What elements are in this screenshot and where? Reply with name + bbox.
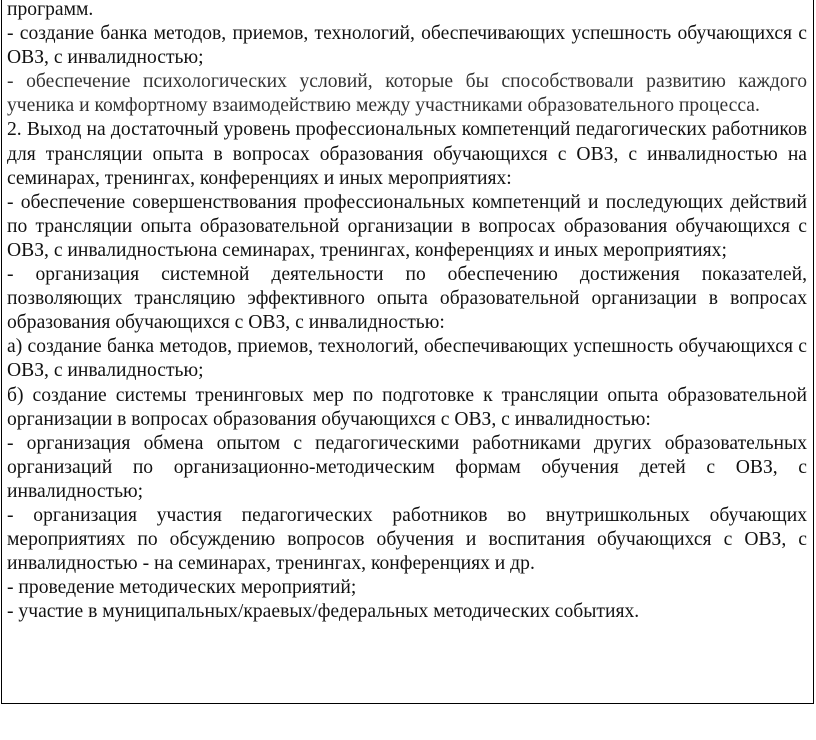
paragraph-methods-bank: - создание банка методов, приемов, технологий, обеспечивающих успешность обучающихся с ОВЗ, с инвалидностью; xyxy=(7,23,807,69)
paragraph-participation-events: - участие в муниципальных/краевых/федеральных методических событиях. xyxy=(7,601,640,623)
paragraph-system-activity: - организация системной деятельности по обеспечению достижения показателей, позволяющих трансляцию эффективного опыта образовательной организации в вопросах образования обучающихся с ОВЗ, с инвалидностью: xyxy=(7,264,807,334)
paragraph-subitem-b: б) создание системы тренинговых мер по подготовке к трансляции опыта образовательной организации в вопросах образования обучающихся с ОВЗ, с инвалидностью: xyxy=(7,384,807,430)
paragraph-item-2: 2. Выход на достаточный уровень профессиональных компетенций педагогических работников для трансляции опыта в вопросах образования обучающихся с ОВЗ, с инвалидностью на семинарах, тренингах, конференциях и иных мероприятиях: xyxy=(7,119,807,189)
paragraph-subitem-a: а) создание банка методов, приемов, технологий, обеспечивающих успешность обучающихся с ОВЗ, с инвалидностью; xyxy=(7,336,807,382)
paragraph-methodical-events: - проведение методических мероприятий; xyxy=(7,577,357,599)
paragraph-experience-exchange: - организация обмена опытом с педагогическими работниками других образовательных организаций по организационно-методическим формам обучения детей с ОВЗ, с инвалидностью; xyxy=(7,432,807,502)
document-text xyxy=(7,0,807,624)
paragraph-psychological-conditions: - обеспечение психологических условий, которые бы способствовали развитию каждого ученика и комфортному взаимодействию между участниками образовательного процесса. xyxy=(7,71,807,117)
paragraph-teacher-participation: - организация участия педагогических работников во внутришкольных обучающих мероприятиях по обсуждению вопросов обучения и воспитания обучающихся с ОВЗ, с инвалидностью - на семинарах, тренингах, конференциях и др. xyxy=(7,504,807,575)
paragraph-competence-improvement: - обеспечение совершенствования профессиональных компетенций и последующих действий по трансляции опыта образовательной организации в вопросах образования обучающихся с ОВЗ, с инвалидностьюна семинарах, тренингах, конференциях и иных мероприятиях; xyxy=(7,191,807,261)
paragraph-continuation: программ. xyxy=(7,0,94,20)
